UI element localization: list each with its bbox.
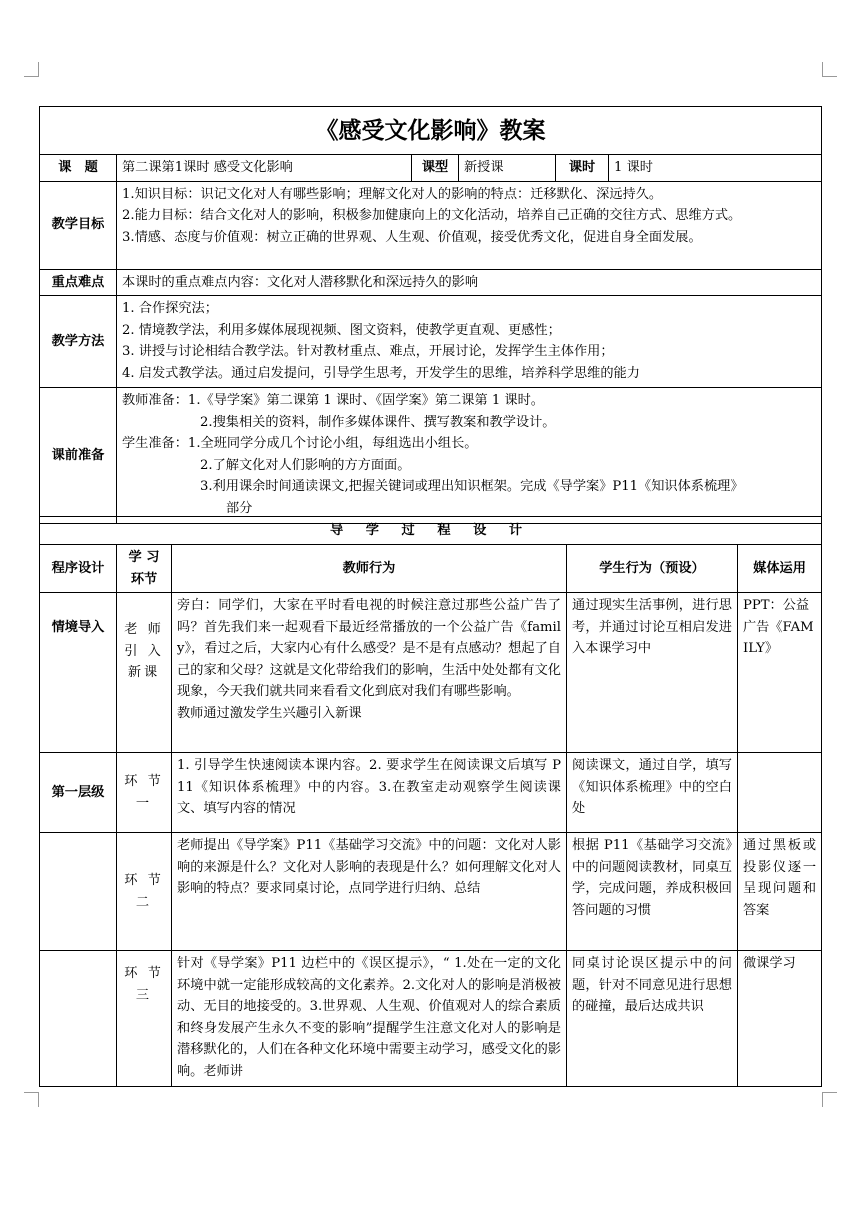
method-line: 1. 合作探究法； bbox=[122, 301, 218, 316]
preparation-line: 3.利用课余时间通读课文,把握关键词或理出知识框架。完成《导学案》P11《知识体系梳理》 bbox=[200, 479, 744, 494]
course-value: 第二课第1课时 感受文化影响 bbox=[117, 155, 412, 182]
link-cell: 环 节 二 bbox=[117, 833, 172, 951]
objectives-content bbox=[117, 181, 822, 269]
hours-label: 课时 bbox=[556, 155, 609, 182]
media-cell: 通过黑板或投影仪逐一呈现问题和答案 bbox=[738, 833, 822, 951]
methods-label: 教学方法 bbox=[40, 296, 117, 388]
methods-content bbox=[117, 296, 822, 388]
type-label: 课型 bbox=[412, 155, 459, 182]
crop-mark bbox=[24, 1092, 39, 1107]
type-value: 新授课 bbox=[459, 155, 556, 182]
table-row bbox=[40, 593, 822, 753]
program-cell bbox=[40, 833, 117, 951]
preparation-line: 部分 bbox=[226, 500, 253, 516]
lesson-info-table bbox=[39, 106, 822, 524]
student-cell: 根据 P11《基础学习交流》中的问题阅读教材，同桌互学，完成问题，养成积极回答问题的习惯 bbox=[567, 833, 738, 951]
hours-value: 1 课时 bbox=[609, 155, 822, 182]
process-table bbox=[39, 516, 822, 1087]
objective-line: 1.知识目标：识记文化对人有哪些影响；理解文化对人的影响的特点：迁移默化、深远持久。 bbox=[122, 186, 663, 202]
preparation-line: 2.了解文化对人们影响的方方面面。 bbox=[200, 457, 411, 473]
key-points-text: 本课时的重点难点内容：文化对人潜移默化和深远持久的影响 bbox=[117, 269, 822, 296]
process-header: 导 学 过 程 设 计 bbox=[40, 517, 822, 545]
teacher-cell: 1. 引导学生快速阅读本课内容。2. 要求学生在阅读课文后填写 P11《知识体系梳理》中的内容。3.在教室走动观察学生阅读课文、填写内容的情况 bbox=[172, 753, 567, 833]
media-cell bbox=[738, 753, 822, 833]
crop-mark bbox=[822, 1092, 837, 1107]
crop-mark bbox=[822, 62, 837, 77]
teacher-text: 旁白：同学们，大家在平时看电视的时候注意过那些公益广告了吗？首先我们来一起观看下最近经常播放的一个公益广告《family》，看过之后，大家内心有什么感受？是不是有点感动？想起了自己的家和父母？这就是文化带给我们的影响，生活中处处都有文化现象，今天我们就共同来看看文化到底对我们有哪些影响。 bbox=[177, 598, 561, 699]
teacher-text: 教师通过激发学生兴趣引入新课 bbox=[177, 705, 362, 721]
method-line: 3. 讲授与讨论相结合教学法。针对教材重点、难点，开展讨论，发挥学生主体作用； bbox=[122, 344, 614, 359]
table-row bbox=[40, 833, 822, 951]
program-cell: 第一层级 bbox=[40, 753, 117, 833]
preparation-line: 2.搜集相关的资料，制作多媒体课件、撰写教案和教学设计。 bbox=[200, 414, 556, 430]
column-header-student: 学生行为（预设） bbox=[567, 545, 738, 593]
objective-line: 3.情感、态度与价值观：树立正确的世界观、人生观、价值观，接受优秀文化，促进自身全面发展。 bbox=[122, 229, 702, 245]
table-row bbox=[40, 951, 822, 1087]
program-cell bbox=[40, 951, 117, 1087]
method-line: 4. 启发式教学法。通过启发提问，引导学生思考，开发学生的思维，培养科学思维的能力 bbox=[122, 365, 640, 381]
preparation-line: 教师准备：1.《导学案》第二课第 1 课时、《固学案》第二课第 1 课时。 bbox=[122, 393, 544, 408]
objective-line: 2.能力目标：结合文化对人的影响，积极参加健康向上的文化活动，培养自己正确的交往方式、思维方式。 bbox=[122, 208, 742, 223]
student-cell: 同桌讨论误区提示中的问题，针对不同意见进行思想的碰撞，最后达成共识 bbox=[567, 951, 738, 1087]
link-cell: 环 节 一 bbox=[117, 753, 172, 833]
column-header-media: 媒体运用 bbox=[738, 545, 822, 593]
preparation-content bbox=[117, 388, 822, 524]
teacher-cell bbox=[172, 593, 567, 753]
preparation-label: 课前准备 bbox=[40, 388, 117, 524]
teacher-cell: 针对《导学案》P11 边栏中的《误区提示》，“ 1.处在一定的文化环境中就一定能形成较高的文化素养。2.文化对人的影响是消极被动、无目的地接受的。3.世界观、人生观、价值观对人的综合素质和终身发展产生永久不变的影响”提醒学生注意文化对人的影响是潜移默化的，人们在各种文化环境中需要主动学习，感受文化的影响。老师讲 bbox=[172, 951, 567, 1087]
media-cell: PPT：公益广告《FAMILY》 bbox=[738, 593, 822, 753]
link-cell: 环 节 三 bbox=[117, 951, 172, 1087]
student-cell: 通过现实生活事例，进行思考，并通过讨论互相启发进入本课学习中 bbox=[567, 593, 738, 753]
key-points-label: 重点难点 bbox=[40, 269, 117, 296]
document-title: 《感受文化影响》教案 bbox=[40, 107, 822, 155]
objectives-label: 教学目标 bbox=[40, 181, 117, 269]
column-header-program: 程序设计 bbox=[40, 545, 117, 593]
column-header-link: 学 习 环节 bbox=[117, 545, 172, 593]
media-cell: 微课学习 bbox=[738, 951, 822, 1087]
column-header-teacher: 教师行为 bbox=[172, 545, 567, 593]
table-row bbox=[40, 753, 822, 833]
program-cell: 情境导入 bbox=[40, 593, 117, 753]
preparation-line: 学生准备：1.全班同学分成几个讨论小组，每组选出小组长。 bbox=[122, 436, 478, 451]
student-cell: 阅读课文，通过自学，填写《知识体系梳理》中的空白处 bbox=[567, 753, 738, 833]
teacher-cell: 老师提出《导学案》P11《基础学习交流》中的问题：文化对人影响的来源是什么？文化对人影响的表现是什么？如何理解文化对人影响的特点？要求同桌讨论，点同学进行归纳、总结 bbox=[172, 833, 567, 951]
method-line: 2. 情境教学法，利用多媒体展现视频、图文资料，使教学更直观、更感性； bbox=[122, 322, 561, 338]
course-label: 课 题 bbox=[40, 155, 117, 182]
link-cell: 老 师 引 入 新课 bbox=[117, 593, 172, 753]
crop-mark bbox=[24, 62, 39, 77]
